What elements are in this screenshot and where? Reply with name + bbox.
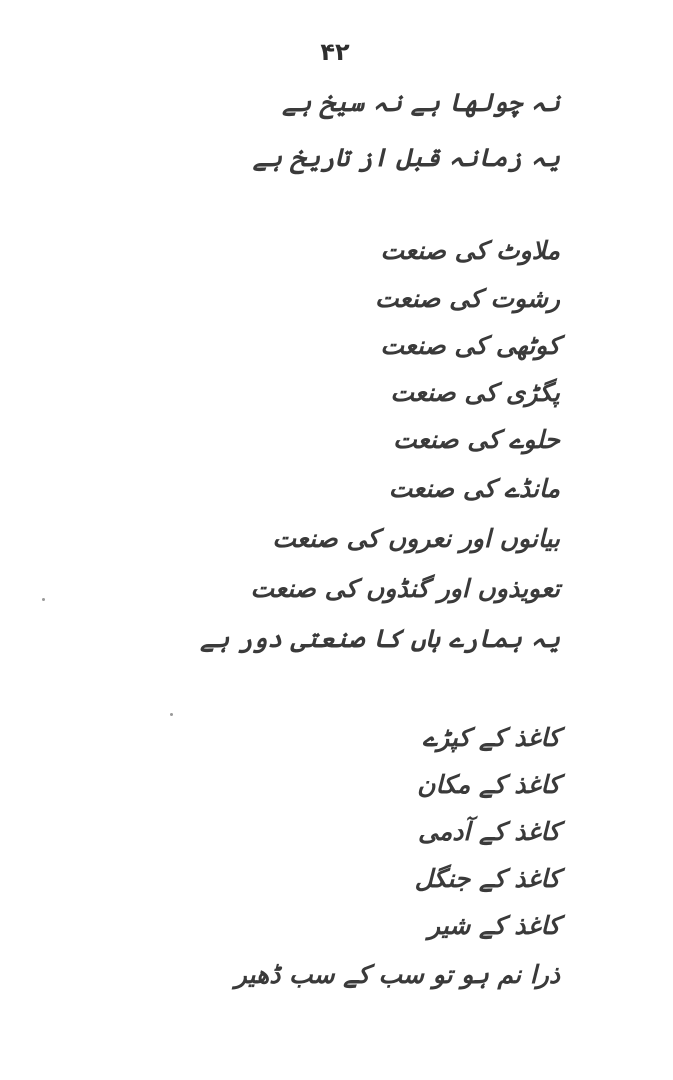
poem-line: کاغذ کے کپڑے [422, 723, 560, 752]
poem-line: یہ زمانہ قبل از تاریخ ہے [252, 143, 560, 172]
poem-line: بیانوں اور نعروں کی صنعت [272, 524, 560, 553]
scan-speck [42, 598, 45, 601]
poem-line: یہ ہمارے ہاں کا صنعتی دور ہے [200, 624, 560, 653]
scan-speck [170, 713, 173, 716]
poem-line: ذرا نم ہو تو سب کے سب ڈھیر [234, 960, 560, 989]
poem-line: کاغذ کے آدمی [418, 817, 560, 846]
poem-line: ملاوٹ کی صنعت [380, 236, 560, 265]
poem-line: کاغذ کے جنگل [414, 864, 560, 893]
poem-line: کاغذ کے شیر [428, 911, 560, 940]
poem-line: رشوت کی صنعت [375, 284, 560, 313]
poem-line: تعویذوں اور گنڈوں کی صنعت [250, 574, 560, 603]
poem-line: کاغذ کے مکان [417, 770, 560, 799]
page-number: ۴۲ [320, 38, 350, 66]
poem-line: مانڈے کی صنعت [388, 474, 560, 503]
poem-line: پگڑی کی صنعت [390, 378, 560, 407]
poem-line: نہ چولھا ہے نہ سیخ ہے [282, 88, 560, 117]
poem-line: حلوے کی صنعت [393, 425, 560, 454]
poem-line: کوٹھی کی صنعت [380, 331, 560, 360]
